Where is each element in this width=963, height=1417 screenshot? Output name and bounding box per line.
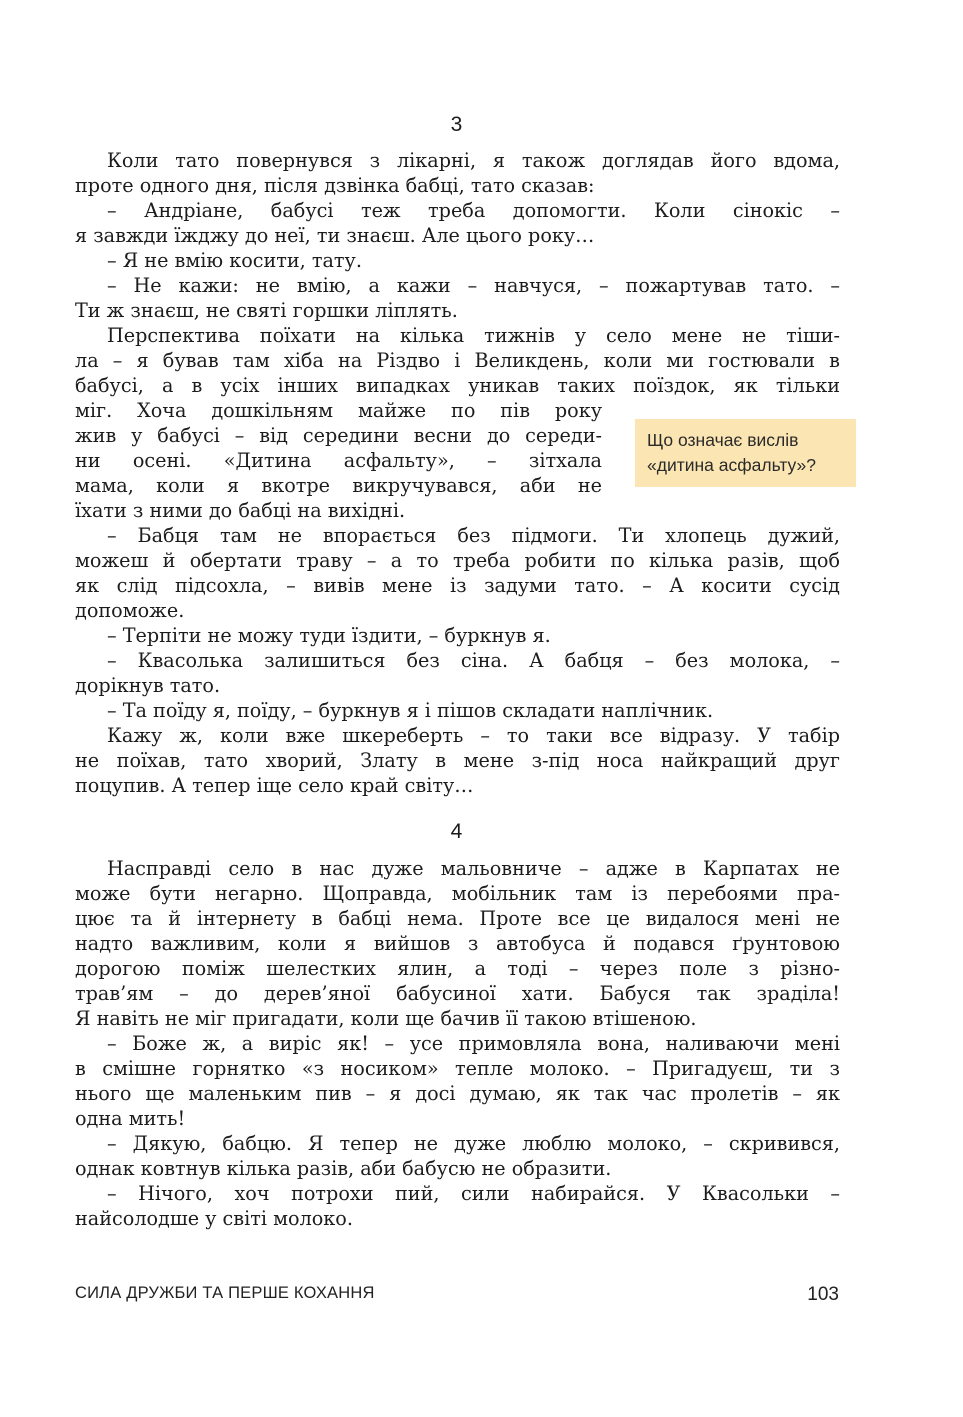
chapter-3-text-c: [75, 523, 840, 798]
chapter-3-text-a: [75, 148, 840, 398]
text-line: Насправді село в нас дуже мальовниче – адже в Карпатах не: [107, 857, 840, 880]
chapter-3-heading: 3: [450, 113, 463, 136]
text-line: нього ще маленьким пив – я досі думаю, як так час пролетів – як: [75, 1082, 840, 1105]
text-line: одна мить!: [75, 1107, 186, 1130]
chapter-4-heading: 4: [450, 820, 463, 843]
text-line: як слід підсохла, – вивів мене із задуми тато. – А косити сусід: [75, 574, 840, 597]
text-line: Коли тато повернувся з лікарні, я також доглядав його вдома,: [107, 149, 840, 172]
text-line: – Терпіти не можу туди їздити, – буркнув я.: [107, 624, 551, 647]
text-line: – Квасолька залишиться без сіна. А бабця – без молока, –: [107, 649, 840, 672]
text-line: ла – я бував там хіба на Різдво і Великдень, коли ми гостювали в: [75, 349, 840, 372]
text-line: мама, коли я вкотре викручувався, аби не: [75, 474, 602, 497]
text-line: ни осені. «Дитина асфальту», – зітхала: [75, 449, 602, 472]
text-line: в смішне горнятко «з носиком» тепле молоко. – Пригадуєш, ти з: [75, 1057, 840, 1080]
text-line: – Бабця там не впорається без підмоги. Ти хлопець дужий,: [107, 524, 840, 547]
text-line: поцупив. А тепер іще село край світу…: [75, 774, 474, 797]
text-line: найсолодше у світі молоко.: [75, 1207, 353, 1230]
text-line: дорогою поміж шелестких ялин, а тоді – через поле з різно-: [75, 957, 840, 980]
page-number: 103: [807, 1284, 839, 1305]
text-line: дорікнув тато.: [75, 674, 221, 697]
text-line: Я навіть не міг пригадати, коли ще бачив її такою втішеною.: [75, 1007, 697, 1030]
text-line: надто важливим, коли я вийшов з автобуса й подався ґрунтовою: [75, 932, 840, 955]
text-line: Перспектива поїхати на кілька тижнів у село мене не тіши-: [107, 324, 840, 347]
text-line: Кажу ж, коли вже шкереберть – то таки все відразу. У табір: [107, 724, 840, 747]
text-line: може бути негарно. Щоправда, мобільник там із перебоями пра-: [75, 882, 840, 905]
footer-section-title: СИЛА ДРУЖБИ ТА ПЕРШЕ КОХАННЯ: [75, 1284, 375, 1302]
chapter-3-text-b: [75, 398, 602, 523]
text-line: їхати з ними до бабці на вихідні.: [75, 499, 406, 522]
text-line: бабусі, а в усіх інших випадках уникав таких поїздок, як тільки: [75, 374, 840, 397]
text-line: проте одного дня, після дзвінка бабці, тато сказав:: [75, 174, 595, 197]
text-line: – Нічого, хоч потрохи пий, сили набирайся. У Квасольки –: [107, 1182, 840, 1205]
text-line: цює та й інтернету в бабці нема. Проте все це видалося мені не: [75, 907, 840, 930]
chapter-4-text: [75, 856, 840, 1231]
sidebar-line: Що означає вислів: [647, 430, 799, 450]
text-line: – Дякую, бабцю. Я тепер не дуже люблю молоко, – скривився,: [107, 1132, 840, 1155]
question-sidebar: [635, 419, 856, 487]
sidebar-line: «дитина асфальту»?: [647, 455, 816, 475]
text-line: можеш й обертати траву – а то треба робити по кілька разів, щоб: [75, 549, 840, 572]
text-line: трав’ям – до дерев’яної бабусиної хати. Бабуся так зраділа!: [75, 982, 840, 1005]
text-line: – Я не вмію косити, тату.: [107, 249, 362, 272]
text-line: – Андріане, бабусі теж треба допомогти. Коли сінокіс –: [107, 199, 840, 222]
text-line: – Та поїду я, поїду, – буркнув я і пішов складати наплічник.: [107, 699, 714, 722]
text-line: однак ковтнув кілька разів, аби бабусю не образити.: [75, 1157, 612, 1180]
text-line: міг. Хоча дошкільням майже по пів року: [75, 399, 602, 422]
text-line: – Боже ж, а виріс як! – усе примовляла вона, наливаючи мені: [107, 1032, 840, 1055]
text-line: допоможе.: [75, 599, 185, 622]
text-line: – Не кажи: не вмію, а кажи – навчуся, – пожартував тато. –: [107, 274, 840, 297]
text-line: не поїхав, тато хворий, Злату в мене з-під носа найкращий друг: [75, 749, 840, 772]
text-line: Ти ж знаєш, не святі горшки ліплять.: [75, 299, 458, 322]
text-line: я завжди їжджу до неї, ти знаєш. Але цього року…: [75, 224, 595, 247]
text-line: жив у бабусі – від середини весни до середи-: [75, 424, 602, 447]
